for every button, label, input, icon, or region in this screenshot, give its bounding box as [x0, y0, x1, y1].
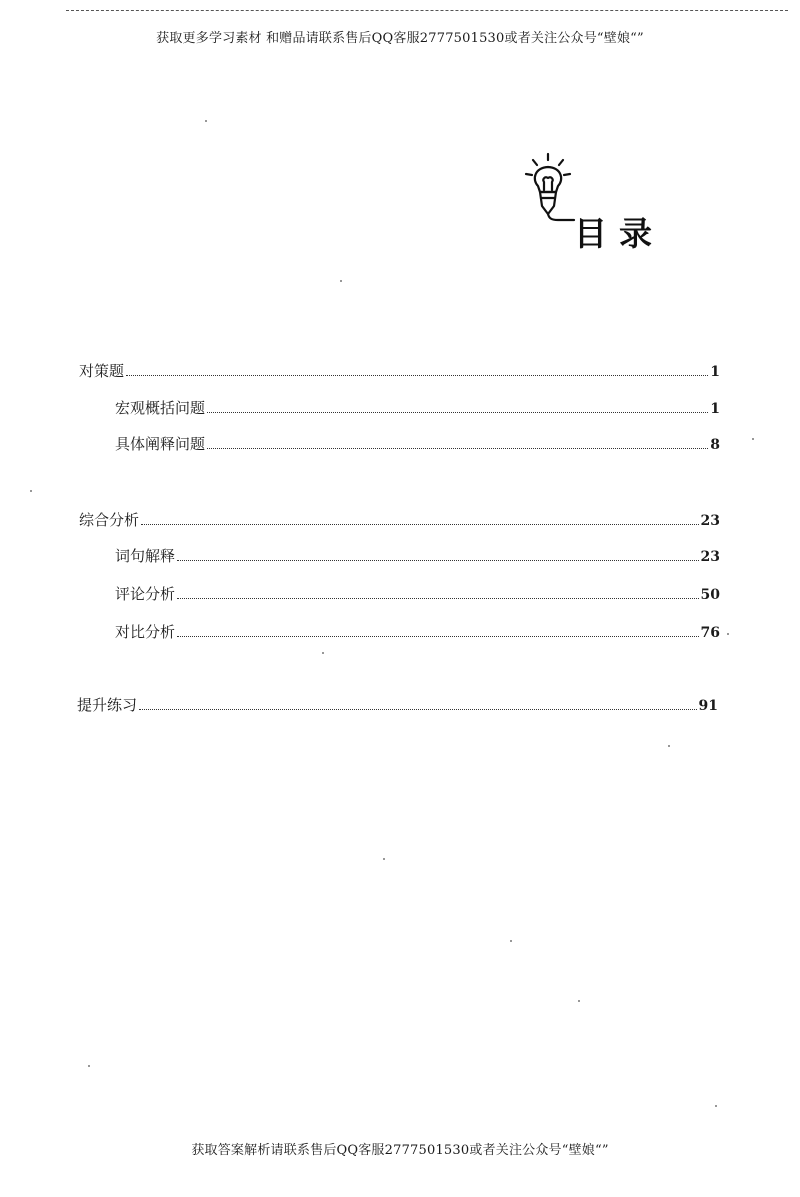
toc-dot-leader: [207, 411, 708, 413]
toc-entry-label: 对策题: [79, 362, 125, 380]
scan-speck: [340, 280, 342, 282]
toc-entry-label: 对比分析: [115, 623, 176, 641]
scan-speck: [88, 1065, 90, 1067]
toc-entry-label: 提升练习: [77, 696, 138, 714]
toc-page-number: 1: [710, 401, 720, 417]
toc-entry[interactable]: [77, 695, 718, 715]
toc-page-number: 76: [700, 625, 720, 641]
toc-entry[interactable]: [79, 361, 720, 381]
toc-entry-label: 综合分析: [79, 511, 140, 529]
scan-speck: [30, 490, 32, 492]
toc-dot-leader: [126, 374, 708, 376]
toc-dot-leader: [177, 597, 699, 599]
toc-entry-label: 具体阐释问题: [115, 435, 206, 453]
toc-subentry[interactable]: [115, 622, 720, 642]
toc-page-number: 23: [700, 513, 720, 529]
toc-entry-label: 评论分析: [115, 585, 176, 603]
toc-entry-label: 宏观概括问题: [115, 399, 206, 417]
toc-subentry[interactable]: [115, 434, 720, 454]
toc-subentry[interactable]: [115, 398, 720, 418]
toc-dot-leader: [207, 447, 708, 449]
toc-page-number: 1: [710, 364, 720, 380]
scan-speck: [205, 120, 207, 122]
header-note: 获取更多学习素材 和赠品请联系售后QQ客服2777501530或者关注公众号“壁娘“”: [156, 31, 644, 46]
toc-dot-leader: [139, 708, 697, 710]
scan-speck: [322, 652, 324, 654]
scan-speck: [668, 745, 670, 747]
toc-page-number: 91: [698, 698, 718, 714]
toc-page-number: 50: [700, 587, 720, 603]
toc-entry[interactable]: [79, 510, 720, 530]
scan-speck: [383, 858, 385, 860]
toc-subentry[interactable]: [115, 584, 720, 604]
toc-dot-leader: [177, 559, 699, 561]
toc-page-number: 8: [710, 437, 720, 453]
toc-title: 目录: [574, 214, 664, 253]
scan-speck: [715, 1105, 717, 1107]
toc-subentry[interactable]: [115, 546, 720, 566]
scan-speck: [752, 438, 754, 440]
toc-dot-leader: [141, 523, 699, 525]
toc-dot-leader: [177, 635, 699, 637]
toc-page-number: 23: [700, 549, 720, 565]
scan-speck: [578, 1000, 580, 1002]
scan-speck: [510, 940, 512, 942]
footer-note: 获取答案解析请联系售后QQ客服2777501530或者关注公众号“壁娘“”: [191, 1143, 609, 1158]
toc-entry-label: 词句解释: [115, 547, 176, 565]
scan-speck: [727, 633, 729, 635]
